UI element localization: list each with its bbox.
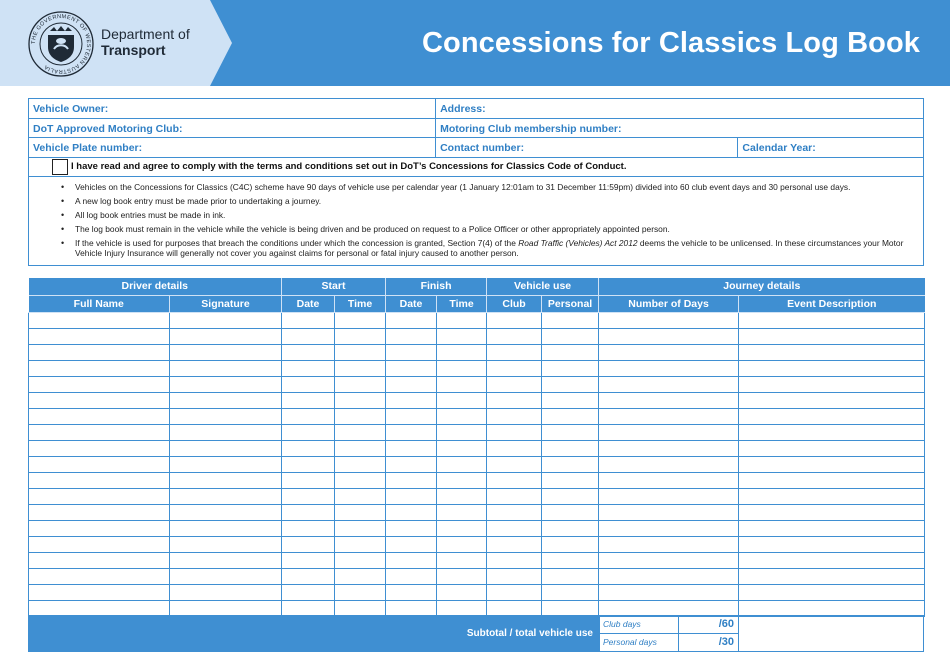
log-entry-row	[29, 456, 925, 472]
log-entry-cell[interactable]	[542, 488, 599, 504]
subtotal-label: Subtotal / total vehicle use	[29, 616, 599, 651]
log-entry-cell[interactable]	[335, 440, 386, 456]
log-entry-cell[interactable]	[437, 552, 487, 568]
log-entry-cell[interactable]	[335, 552, 386, 568]
log-entry-cell[interactable]	[282, 360, 335, 376]
log-entry-cell[interactable]	[29, 568, 170, 584]
log-entry-cell[interactable]	[386, 312, 437, 328]
col-start-time: Time	[335, 295, 386, 312]
log-entry-cell[interactable]	[282, 408, 335, 424]
subtotal-values	[599, 616, 739, 651]
calendar-year-field[interactable]: Calendar Year:	[742, 142, 816, 154]
log-entry-cell[interactable]	[739, 568, 925, 584]
log-entry-cell[interactable]	[599, 568, 739, 584]
log-entry-cell[interactable]	[170, 488, 282, 504]
log-entry-cell[interactable]	[386, 376, 437, 392]
col-finish-date: Date	[386, 295, 437, 312]
agreement-row	[29, 158, 923, 177]
log-entry-cell[interactable]	[437, 520, 487, 536]
log-entry-cell[interactable]	[542, 536, 599, 552]
log-entry-cell[interactable]	[29, 600, 170, 616]
log-entry-cell[interactable]	[542, 360, 599, 376]
log-entry-cell[interactable]	[599, 424, 739, 440]
form-row-club	[29, 119, 923, 139]
log-entry-cell[interactable]	[739, 376, 925, 392]
club-days-value[interactable]: /60	[679, 616, 739, 633]
log-entry-cell[interactable]	[739, 424, 925, 440]
log-entry-cell[interactable]	[386, 392, 437, 408]
log-entry-cell[interactable]	[386, 584, 437, 600]
col-full-name: Full Name	[29, 295, 170, 312]
log-entry-cell[interactable]	[739, 600, 925, 616]
log-entry-row	[29, 600, 925, 616]
log-entry-cell[interactable]	[386, 360, 437, 376]
log-entry-cell[interactable]	[335, 520, 386, 536]
log-entry-cell[interactable]	[282, 488, 335, 504]
log-entry-cell[interactable]	[599, 440, 739, 456]
log-table	[28, 278, 925, 617]
log-entry-row	[29, 520, 925, 536]
group-finish: Finish	[386, 278, 487, 295]
page-title: Concessions for Classics Log Book	[421, 27, 920, 59]
log-entry-cell[interactable]	[739, 344, 925, 360]
log-entry-cell[interactable]	[739, 440, 925, 456]
log-entry-cell[interactable]	[282, 392, 335, 408]
log-entry-cell[interactable]	[599, 520, 739, 536]
log-entry-cell[interactable]	[282, 376, 335, 392]
personal-days-row	[599, 634, 739, 652]
log-entry-cell[interactable]	[335, 392, 386, 408]
log-entry-cell[interactable]	[282, 600, 335, 616]
log-entry-cell[interactable]	[542, 600, 599, 616]
log-entry-cell[interactable]	[487, 328, 542, 344]
log-entry-cell[interactable]	[386, 408, 437, 424]
log-entry-cell[interactable]	[282, 328, 335, 344]
log-entry-cell[interactable]	[739, 456, 925, 472]
log-entry-cell[interactable]	[335, 504, 386, 520]
log-entry-row	[29, 568, 925, 584]
log-entry-cell[interactable]	[599, 472, 739, 488]
log-entry-cell[interactable]	[739, 552, 925, 568]
log-entry-cell[interactable]	[335, 568, 386, 584]
log-entry-cell[interactable]	[437, 376, 487, 392]
log-entry-cell[interactable]	[739, 360, 925, 376]
log-entry-cell[interactable]	[599, 328, 739, 344]
log-entry-cell[interactable]	[437, 440, 487, 456]
crest-text: THE GOVERNMENT OF WESTERN AUSTRALIA	[30, 13, 92, 75]
log-entry-cell[interactable]	[487, 392, 542, 408]
col-start-date: Date	[282, 295, 335, 312]
log-entry-cell[interactable]	[335, 600, 386, 616]
log-entry-cell[interactable]	[282, 424, 335, 440]
log-entry-row	[29, 392, 925, 408]
log-entry-cell[interactable]	[739, 504, 925, 520]
log-entry-cell[interactable]	[487, 456, 542, 472]
log-entry-cell[interactable]	[599, 408, 739, 424]
log-entry-row	[29, 552, 925, 568]
log-entry-row	[29, 376, 925, 392]
log-entry-cell[interactable]	[599, 600, 739, 616]
log-entry-cell[interactable]	[335, 472, 386, 488]
log-entry-cell[interactable]	[386, 344, 437, 360]
log-entry-cell[interactable]	[335, 424, 386, 440]
col-event-description: Event Description	[739, 295, 925, 312]
department-name	[101, 26, 190, 58]
log-entry-cell[interactable]	[739, 520, 925, 536]
act-name: Road Traffic (Vehicles) Act 2012	[518, 237, 638, 248]
log-entry-cell[interactable]	[335, 536, 386, 552]
membership-number-field[interactable]: Motoring Club membership number:	[440, 122, 622, 135]
log-entry-row	[29, 440, 925, 456]
log-entry-cell[interactable]	[437, 584, 487, 600]
log-entry-cell[interactable]	[487, 504, 542, 520]
log-entry-cell[interactable]	[487, 440, 542, 456]
column-header-row	[29, 295, 925, 312]
log-entry-cell[interactable]	[487, 536, 542, 552]
log-entry-cell[interactable]	[170, 328, 282, 344]
log-entry-cell[interactable]	[542, 392, 599, 408]
log-entry-cell[interactable]	[739, 408, 925, 424]
log-entry-cell[interactable]	[282, 536, 335, 552]
header-banner	[0, 0, 950, 86]
log-entry-cell[interactable]	[487, 312, 542, 328]
log-entry-cell[interactable]	[29, 584, 170, 600]
agreement-checkbox[interactable]	[52, 159, 68, 175]
log-entry-cell[interactable]	[599, 376, 739, 392]
log-entry-cell[interactable]	[437, 456, 487, 472]
log-entry-cell[interactable]	[170, 472, 282, 488]
log-entry-cell[interactable]	[170, 360, 282, 376]
log-entry-cell[interactable]	[437, 600, 487, 616]
rule-item: • A new log book entry must be made prior to undertaking a journey.	[61, 196, 913, 206]
log-entry-cell[interactable]	[437, 424, 487, 440]
dept-line-1: Department of	[101, 26, 190, 42]
log-entry-cell[interactable]	[29, 392, 170, 408]
log-entry-cell[interactable]	[487, 600, 542, 616]
log-entry-cell[interactable]	[386, 328, 437, 344]
log-entry-cell[interactable]	[599, 584, 739, 600]
log-entry-cell[interactable]	[739, 328, 925, 344]
log-entry-cell[interactable]	[170, 344, 282, 360]
form-row-owner	[29, 99, 923, 119]
log-entry-cell[interactable]	[335, 328, 386, 344]
log-entry-row	[29, 424, 925, 440]
log-entry-cell[interactable]	[282, 472, 335, 488]
log-entry-row	[29, 312, 925, 328]
dept-line-2: Transport	[101, 42, 166, 58]
log-entry-cell[interactable]	[282, 440, 335, 456]
rule-5-part-1: If the vehicle is used for purposes that breach the conditions under which the concession is granted, Section 7(4) of the	[75, 237, 519, 248]
log-entry-cell[interactable]	[386, 552, 437, 568]
log-entry-cell[interactable]	[542, 328, 599, 344]
log-entry-cell[interactable]	[542, 376, 599, 392]
log-entry-cell[interactable]	[386, 456, 437, 472]
personal-days-label: Personal days	[599, 634, 679, 652]
address-field[interactable]: Address:	[440, 103, 486, 115]
log-entry-cell[interactable]	[599, 312, 739, 328]
col-finish-time: Time	[437, 295, 487, 312]
log-entry-cell[interactable]	[739, 472, 925, 488]
log-entry-cell[interactable]	[170, 376, 282, 392]
log-entry-cell[interactable]	[599, 360, 739, 376]
col-club: Club	[487, 295, 542, 312]
rule-item: • All log book entries must be made in ink.	[61, 210, 913, 220]
log-entry-cell[interactable]	[282, 344, 335, 360]
log-entry-cell[interactable]	[542, 552, 599, 568]
log-entry-cell[interactable]	[542, 344, 599, 360]
log-entry-cell[interactable]	[29, 424, 170, 440]
log-entry-cell[interactable]	[487, 552, 542, 568]
log-entry-cell[interactable]	[487, 584, 542, 600]
log-entry-cell[interactable]	[599, 536, 739, 552]
log-entry-row	[29, 408, 925, 424]
plate-number-field[interactable]: Vehicle Plate number:	[29, 138, 436, 157]
group-vehicle-use: Vehicle use	[487, 278, 599, 295]
personal-days-value[interactable]: /30	[679, 634, 739, 652]
log-entry-cell[interactable]	[29, 520, 170, 536]
log-entry-cell[interactable]	[437, 568, 487, 584]
log-entry-cell[interactable]	[542, 440, 599, 456]
club-days-label: Club days	[599, 616, 679, 633]
log-entry-cell[interactable]	[29, 328, 170, 344]
log-entry-cell[interactable]	[542, 504, 599, 520]
log-entry-cell[interactable]	[170, 552, 282, 568]
log-entry-cell[interactable]	[170, 456, 282, 472]
log-entry-cell[interactable]	[386, 536, 437, 552]
col-personal: Personal	[542, 295, 599, 312]
log-entry-cell[interactable]	[437, 504, 487, 520]
log-entry-cell[interactable]	[386, 600, 437, 616]
log-entry-cell[interactable]	[170, 536, 282, 552]
log-entry-cell[interactable]	[599, 504, 739, 520]
log-entry-cell[interactable]	[386, 424, 437, 440]
log-entry-cell[interactable]	[282, 504, 335, 520]
log-entry-cell[interactable]	[386, 504, 437, 520]
log-entry-row	[29, 584, 925, 600]
log-entry-cell[interactable]	[739, 584, 925, 600]
log-entry-cell[interactable]	[487, 344, 542, 360]
log-entry-cell[interactable]	[282, 520, 335, 536]
log-entry-cell[interactable]	[542, 584, 599, 600]
log-entry-cell[interactable]	[282, 584, 335, 600]
log-entry-cell[interactable]	[170, 424, 282, 440]
log-entry-cell[interactable]	[599, 552, 739, 568]
log-entry-cell[interactable]	[170, 504, 282, 520]
log-entry-cell[interactable]	[29, 312, 170, 328]
owner-details-form	[28, 98, 924, 266]
rule-item	[61, 238, 913, 258]
log-entry-cell[interactable]	[487, 376, 542, 392]
log-entry-row	[29, 504, 925, 520]
log-entry-cell[interactable]	[437, 392, 487, 408]
rule-item: • The log book must remain in the vehicle while the vehicle is being driven and be produced on request to a Police Officer or other appropriately appointed person.	[61, 224, 913, 234]
form-row-plate	[29, 138, 923, 158]
log-entry-cell[interactable]	[739, 536, 925, 552]
log-entry-cell[interactable]	[437, 344, 487, 360]
log-entry-row	[29, 488, 925, 504]
log-entry-cell[interactable]	[170, 440, 282, 456]
log-entry-cell[interactable]	[386, 472, 437, 488]
vehicle-owner-field[interactable]: Vehicle Owner:	[29, 99, 436, 118]
log-entry-cell[interactable]	[170, 584, 282, 600]
log-entry-cell[interactable]	[487, 472, 542, 488]
log-entry-cell[interactable]	[542, 408, 599, 424]
log-entry-cell[interactable]	[29, 488, 170, 504]
log-entry-cell[interactable]	[487, 408, 542, 424]
subtotal-bar	[28, 615, 924, 652]
log-entry-cell[interactable]	[29, 360, 170, 376]
log-entry-cell[interactable]	[487, 568, 542, 584]
log-entry-cell[interactable]	[437, 312, 487, 328]
log-entry-row	[29, 536, 925, 552]
log-entry-cell[interactable]	[170, 392, 282, 408]
log-entry-cell[interactable]	[335, 488, 386, 504]
club-days-row	[599, 616, 739, 634]
log-entry-cell[interactable]	[170, 568, 282, 584]
log-entry-cell[interactable]	[29, 536, 170, 552]
group-driver-details: Driver details	[29, 278, 282, 295]
rule-5-part-2: deems the vehicle to be unlicensed. In these circumstances your Motor Vehicle Injury Insurance will generally not cover you against claims for personal or fatal injury caused to another person.	[75, 237, 904, 258]
log-entry-cell[interactable]	[282, 568, 335, 584]
log-entry-cell[interactable]	[487, 360, 542, 376]
log-entry-cell[interactable]	[29, 472, 170, 488]
log-entry-cell[interactable]	[437, 472, 487, 488]
rules-list	[29, 177, 923, 265]
log-entry-cell[interactable]	[599, 488, 739, 504]
log-entry-cell[interactable]	[437, 488, 487, 504]
log-entry-cell[interactable]	[170, 312, 282, 328]
log-entry-cell[interactable]	[437, 408, 487, 424]
log-table-body	[29, 312, 925, 616]
log-entry-cell[interactable]	[386, 568, 437, 584]
log-entry-cell[interactable]	[29, 376, 170, 392]
log-entry-cell[interactable]	[437, 536, 487, 552]
log-entry-cell[interactable]	[282, 312, 335, 328]
group-start: Start	[282, 278, 386, 295]
log-entry-cell[interactable]	[542, 424, 599, 440]
wa-government-crest-icon	[28, 11, 94, 77]
log-entry-cell[interactable]	[170, 600, 282, 616]
log-entry-cell[interactable]	[335, 344, 386, 360]
log-entry-cell[interactable]	[29, 552, 170, 568]
log-entry-cell[interactable]	[335, 360, 386, 376]
log-entry-cell[interactable]	[599, 392, 739, 408]
log-entry-cell[interactable]	[487, 424, 542, 440]
log-entry-cell[interactable]	[335, 376, 386, 392]
col-number-of-days: Number of Days	[599, 295, 739, 312]
log-entry-cell[interactable]	[739, 392, 925, 408]
rule-item: • Vehicles on the Concessions for Classics (C4C) scheme have 90 days of vehicle use per calendar year (1 January 12:01am to 31 December 11:59pm) divided into 60 club event days and 30 personal use days.	[61, 182, 913, 192]
log-entry-cell[interactable]	[739, 488, 925, 504]
log-entry-cell[interactable]	[386, 488, 437, 504]
group-journey-details: Journey details	[599, 278, 925, 295]
log-entry-cell[interactable]	[487, 488, 542, 504]
log-entry-cell[interactable]	[29, 440, 170, 456]
log-entry-cell[interactable]	[542, 568, 599, 584]
log-entry-cell[interactable]	[282, 456, 335, 472]
log-entry-cell[interactable]	[739, 312, 925, 328]
log-entry-cell[interactable]	[335, 312, 386, 328]
log-entry-cell[interactable]	[29, 504, 170, 520]
log-entry-cell[interactable]	[542, 472, 599, 488]
log-entry-row	[29, 344, 925, 360]
log-entry-cell[interactable]	[335, 456, 386, 472]
log-entry-row	[29, 328, 925, 344]
log-entry-cell[interactable]	[487, 520, 542, 536]
log-entry-cell[interactable]	[29, 408, 170, 424]
log-entry-cell[interactable]	[599, 344, 739, 360]
log-entry-cell[interactable]	[29, 456, 170, 472]
log-entry-row	[29, 472, 925, 488]
log-entry-cell[interactable]	[170, 408, 282, 424]
group-header-row	[29, 278, 925, 295]
contact-number-field[interactable]: Contact number:	[436, 138, 738, 157]
log-entry-row	[29, 360, 925, 376]
log-entry-cell[interactable]	[386, 520, 437, 536]
log-entry-cell[interactable]	[335, 584, 386, 600]
col-signature: Signature	[170, 295, 282, 312]
log-entry-cell[interactable]	[335, 408, 386, 424]
log-entry-cell[interactable]	[170, 520, 282, 536]
motoring-club-field[interactable]: DoT Approved Motoring Club:	[29, 119, 436, 138]
log-entry-cell[interactable]	[542, 456, 599, 472]
log-entry-cell[interactable]	[437, 328, 487, 344]
log-entry-cell[interactable]	[29, 344, 170, 360]
log-entry-cell[interactable]	[282, 552, 335, 568]
log-entry-cell[interactable]	[437, 360, 487, 376]
log-entry-cell[interactable]	[386, 440, 437, 456]
log-entry-cell[interactable]	[542, 520, 599, 536]
log-entry-cell[interactable]	[542, 312, 599, 328]
agreement-text: I have read and agree to comply with the terms and conditions set out in DoT’s Concessions for Classics Code of Conduct.	[71, 161, 627, 172]
log-entry-cell[interactable]	[599, 456, 739, 472]
